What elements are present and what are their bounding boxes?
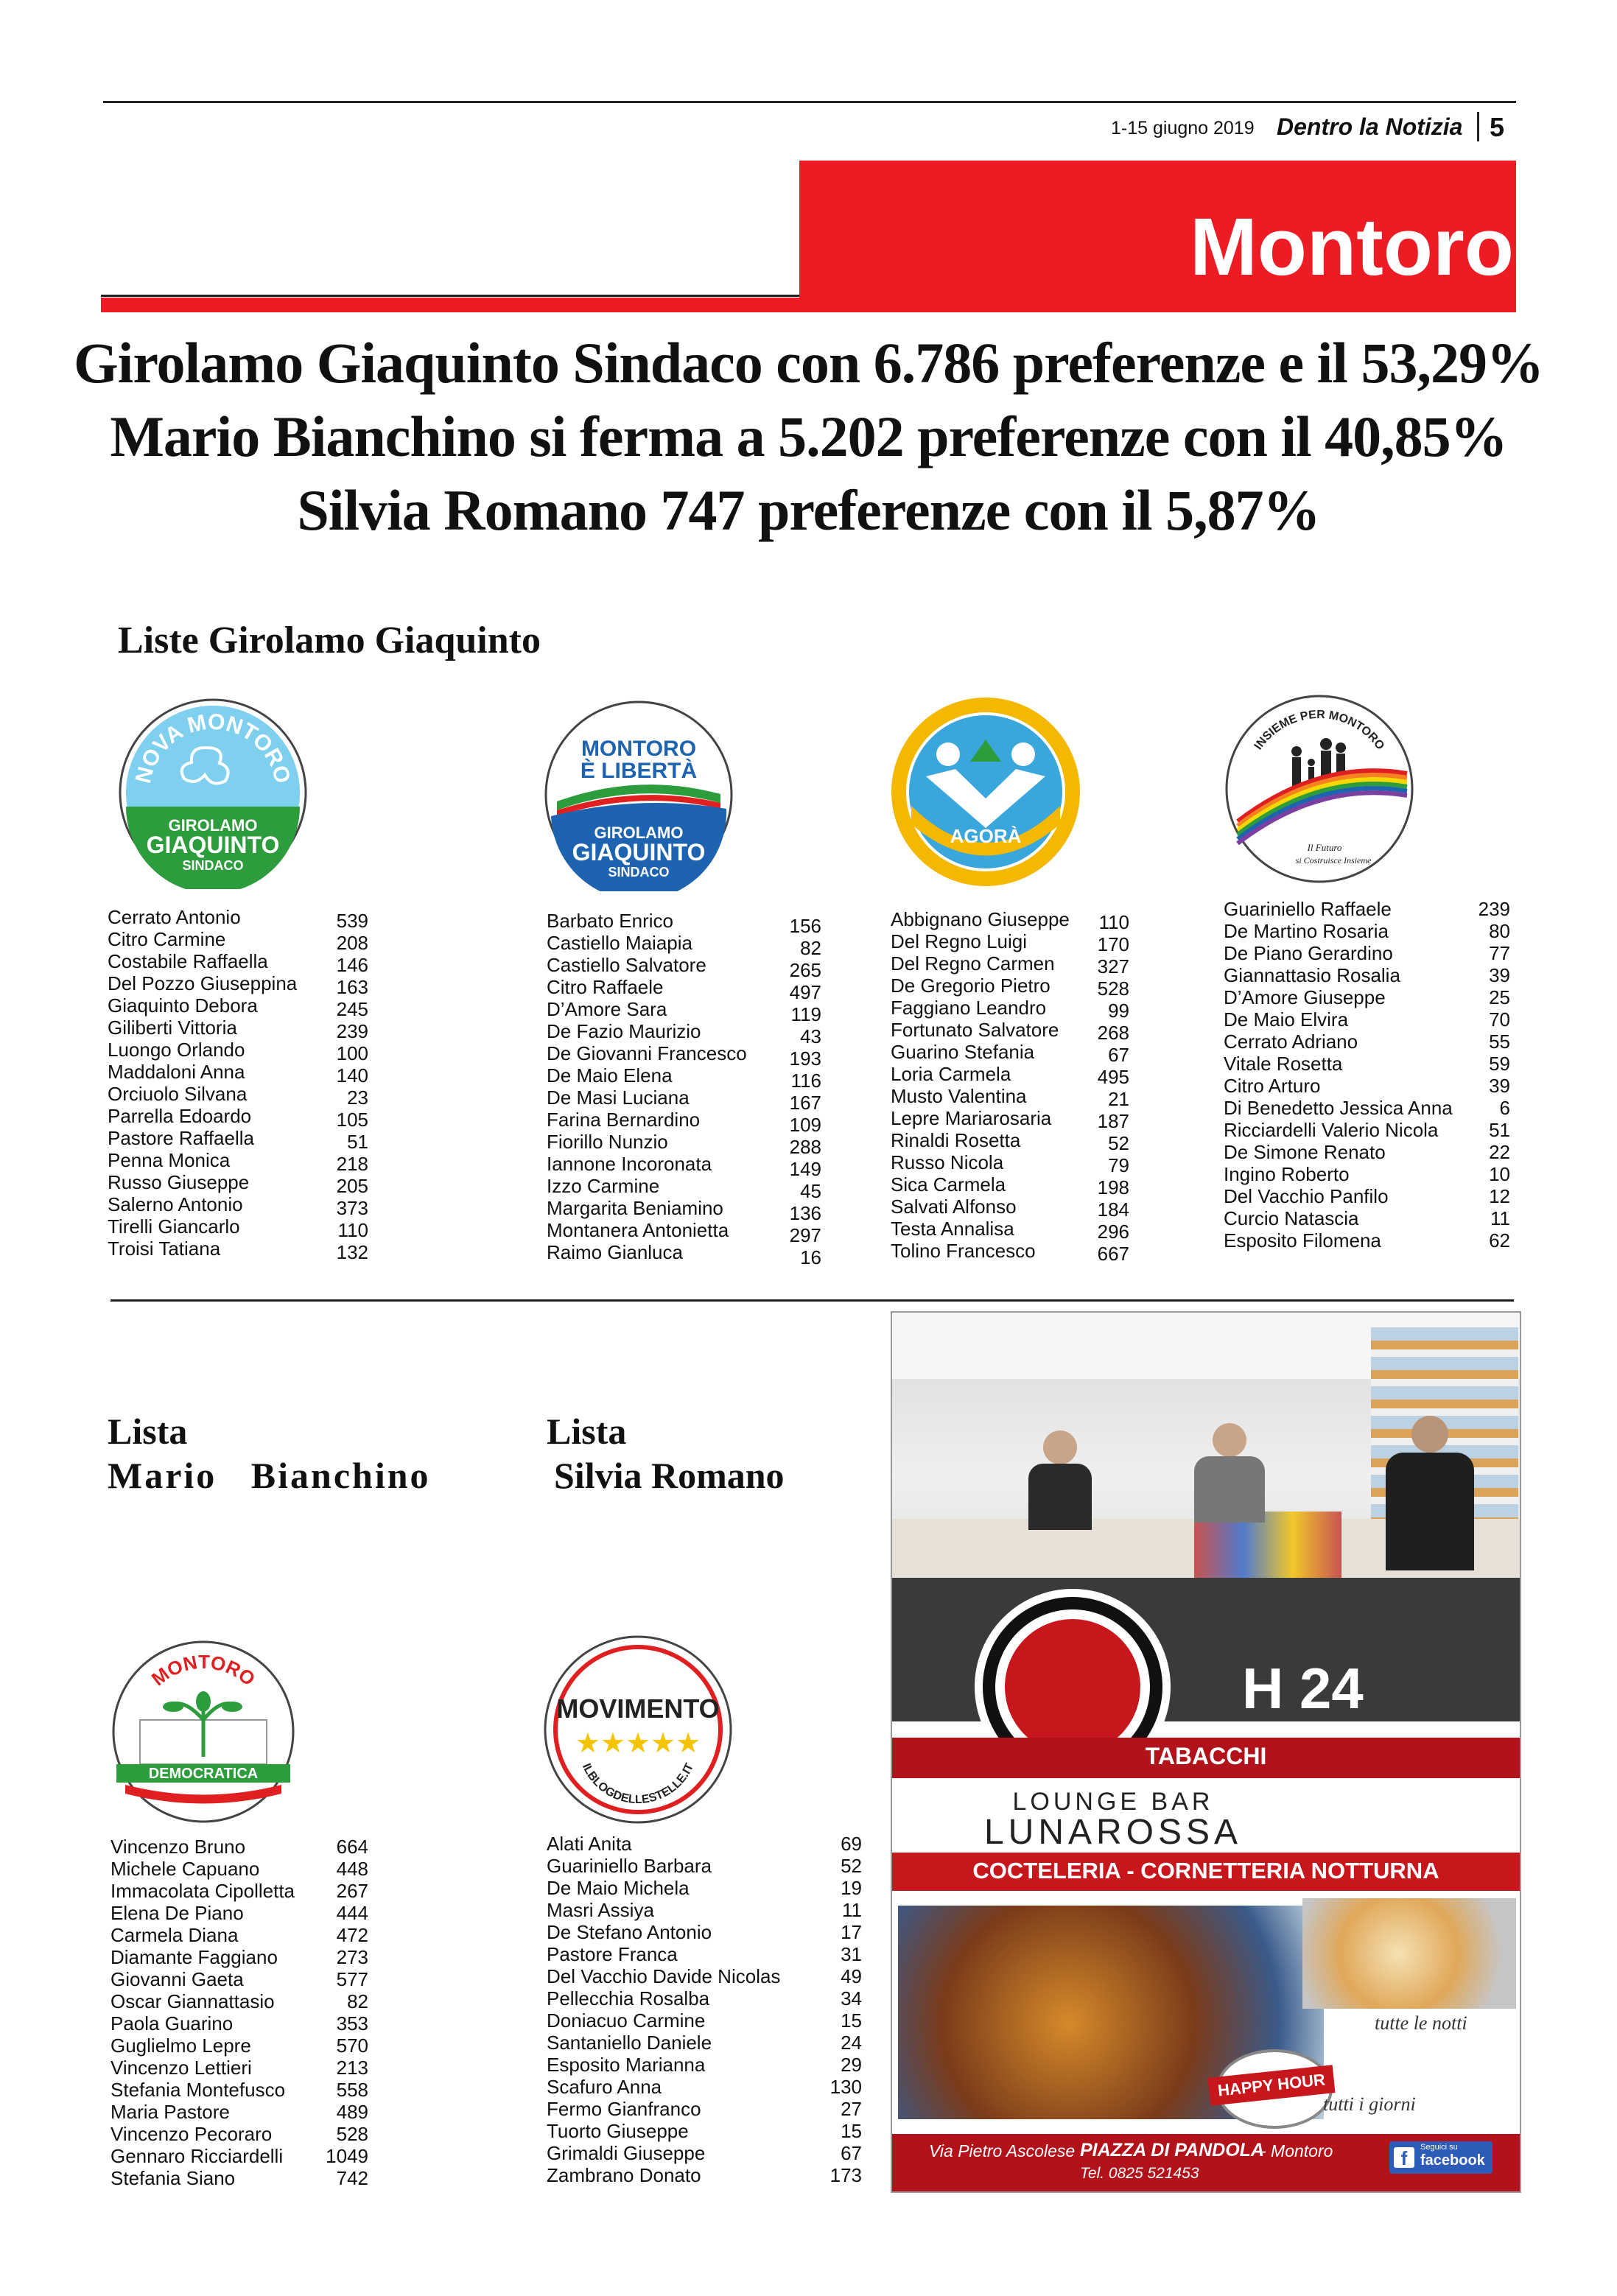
- candidate-votes: 156: [789, 915, 821, 937]
- candidate-name: De Maio Elvira: [1224, 1008, 1349, 1031]
- candidate-votes: 51: [1489, 1119, 1510, 1141]
- candidate-votes: 10: [1489, 1163, 1510, 1185]
- headline-1: Girolamo Giaquinto Sindaco con 6.786 preferenze e il 53,29%: [74, 331, 1543, 395]
- candidate-name: De Maio Elena: [547, 1064, 673, 1086]
- candidate-name: Pastore Franca: [547, 1943, 678, 1965]
- candidate-votes: 558: [336, 2079, 368, 2101]
- candidate-name: Immacolata Cipolletta: [111, 1880, 295, 1902]
- candidate-name: Carmela Diana: [111, 1924, 239, 1946]
- romano-title-line2: Silvia Romano: [554, 1455, 785, 1496]
- section-title: Montoro: [1190, 202, 1514, 292]
- lounge-bar-label: LOUNGE BAR: [1012, 1788, 1214, 1816]
- candidate-votes: 149: [789, 1158, 821, 1180]
- bianchino-votes: [317, 1836, 368, 2189]
- moon-red: [1005, 1619, 1140, 1755]
- svg-text:SINDACO: SINDACO: [182, 858, 244, 873]
- address-piazza: PIAZZA DI PANDOLA: [1080, 2140, 1264, 2160]
- svg-text:MONTORO: MONTORO: [580, 737, 697, 761]
- candidate-name: Salvati Alfonso: [891, 1196, 1017, 1218]
- candidate-votes: 664: [336, 1836, 368, 1858]
- candidate-votes: 193: [789, 1047, 821, 1070]
- header-divider: [1477, 112, 1479, 141]
- candidate-votes: 16: [800, 1246, 821, 1268]
- candidate-name: Stefania Montefusco: [111, 2079, 286, 2101]
- candidate-votes: 489: [336, 2101, 368, 2123]
- candidate-name: Santaniello Daniele: [547, 2032, 712, 2054]
- candidate-name: Tuorto Giuseppe: [547, 2120, 689, 2142]
- candidate-votes: 116: [790, 1070, 821, 1092]
- page-number: 5: [1490, 112, 1505, 142]
- list1-votes: [317, 910, 368, 1263]
- candidate-name: Fortunato Salvatore: [891, 1019, 1059, 1041]
- candidate-name: De Simone Renato: [1224, 1141, 1386, 1163]
- middle-rule: [111, 1299, 1514, 1302]
- romano-names: [547, 1833, 804, 2186]
- candidate-name: Alati Anita: [547, 1833, 632, 1855]
- svg-text:GIROLAMO: GIROLAMO: [168, 816, 258, 835]
- candidate-votes: 49: [841, 1965, 862, 1987]
- candidate-votes: 265: [789, 959, 821, 981]
- candidate-name: Paola Guarino: [111, 2012, 234, 2035]
- list3-votes: [1078, 911, 1129, 1265]
- svg-text:INSIEME PER MONTORO: INSIEME PER MONTORO: [1252, 708, 1387, 753]
- headline-3: Silvia Romano 747 preferenze con il 5,87%: [297, 478, 1320, 542]
- candidate-name: Salerno Antonio: [108, 1193, 243, 1215]
- candidate-votes: 495: [1097, 1066, 1129, 1088]
- candidate-name: Di Benedetto Jessica Anna: [1224, 1097, 1453, 1119]
- candidate-votes: 167: [789, 1092, 821, 1114]
- candidate-name: Oscar Giannattasio: [111, 1990, 275, 2012]
- candidate-votes: 34: [841, 1987, 862, 2009]
- candidate-votes: 109: [789, 1114, 821, 1136]
- candidate-name: Michele Capuano: [111, 1858, 260, 1880]
- candidate-name: Curcio Natascia: [1224, 1207, 1359, 1229]
- facebook-label: facebook: [1420, 2152, 1485, 2169]
- candidate-votes: 6: [1499, 1097, 1510, 1119]
- candidate-votes: 24: [841, 2032, 862, 2054]
- candidate-votes: 11: [1490, 1207, 1510, 1229]
- candidate-name: Del Pozzo Giuseppina: [108, 972, 298, 994]
- candidate-votes: 245: [336, 998, 368, 1020]
- romano-title-line1: Lista: [547, 1411, 627, 1452]
- candidate-name: Vincenzo Pecoraro: [111, 2123, 273, 2145]
- candidate-name: Masri Assiya: [547, 1899, 654, 1921]
- candidate-votes: 288: [789, 1136, 821, 1158]
- candidate-name: Grimaldi Giuseppe: [547, 2142, 706, 2164]
- candidate-votes: 55: [1489, 1031, 1510, 1053]
- candidate-name: Esposito Marianna: [547, 2054, 706, 2076]
- candidate-name: Pastore Raffaella: [108, 1127, 254, 1149]
- candidate-name: De Piano Gerardino: [1224, 942, 1393, 964]
- candidate-votes: 79: [1108, 1154, 1129, 1176]
- svg-text:SINDACO: SINDACO: [608, 865, 670, 880]
- candidate-votes: 472: [336, 1924, 368, 1946]
- candidate-name: Troisi Tatiana: [108, 1237, 221, 1260]
- candidate-votes: 140: [336, 1064, 368, 1086]
- candidate-votes: 52: [1108, 1132, 1129, 1154]
- candidate-votes: 1049: [326, 2145, 368, 2167]
- candidate-votes: 146: [336, 954, 368, 976]
- candidate-votes: 539: [336, 910, 368, 932]
- bianchino-title-line2: Mario Bianchino: [108, 1455, 431, 1496]
- candidate-votes: 296: [1097, 1221, 1129, 1243]
- candidate-votes: 110: [1098, 911, 1129, 933]
- candidate-votes: 67: [841, 2142, 862, 2164]
- candidate-name: Citro Raffaele: [547, 976, 664, 998]
- happy-hour-ribbon: HAPPY HOUR: [1207, 2065, 1335, 2106]
- candidate-votes: 21: [1108, 1088, 1129, 1110]
- candidate-name: Castiello Salvatore: [547, 954, 706, 976]
- candidate-name: Citro Carmine: [108, 928, 226, 950]
- candidate-votes: 69: [841, 1833, 862, 1855]
- bianchino-title-line1: Lista: [108, 1411, 188, 1452]
- movimento-5-stelle-logo: [541, 1633, 734, 1826]
- candidate-name: Guglielmo Lepre: [111, 2035, 251, 2057]
- insieme-per-montoro-logo: [1223, 692, 1416, 885]
- candidate-votes: 15: [841, 2120, 862, 2142]
- candidate-votes: 110: [337, 1219, 368, 1241]
- candidate-votes: 173: [829, 2164, 862, 2186]
- candidate-name: D’Amore Giuseppe: [1224, 986, 1386, 1008]
- candidate-votes: 667: [1097, 1243, 1129, 1265]
- facebook-badge[interactable]: [1389, 2141, 1493, 2174]
- candidate-votes: 11: [842, 1899, 862, 1921]
- svg-text:NOVA MONTORO: NOVA MONTORO: [130, 709, 295, 786]
- candidate-name: Del Regno Carmen: [891, 952, 1055, 975]
- candidate-votes: 59: [1489, 1053, 1510, 1075]
- candidate-name: Vitale Rosetta: [1224, 1053, 1343, 1075]
- top-rule: [103, 101, 1516, 103]
- candidate-votes: 29: [841, 2054, 862, 2076]
- candidate-votes: 528: [336, 2123, 368, 2145]
- candidate-votes: 23: [347, 1086, 368, 1109]
- candidate-votes: 163: [336, 976, 368, 998]
- candidate-name: Farina Bernardino: [547, 1109, 701, 1131]
- candidate-name: Vincenzo Lettieri: [111, 2057, 252, 2079]
- candidate-name: Diamante Faggiano: [111, 1946, 278, 1968]
- candidate-name: Cerrato Adriano: [1224, 1031, 1358, 1053]
- svg-text:DEMOCRATICA: DEMOCRATICA: [148, 1766, 259, 1782]
- list4-votes: [1459, 898, 1510, 1251]
- candidate-name: Fiorillo Nunzio: [547, 1131, 668, 1153]
- candidate-name: Maria Pastore: [111, 2101, 230, 2123]
- candidate-name: Izzo Carmine: [547, 1175, 660, 1197]
- lunarossa-name: LUNAROSSA: [983, 1813, 1243, 1852]
- candidate-votes: 187: [1097, 1110, 1129, 1132]
- telephone: Tel. 0825 521453: [1080, 2165, 1199, 2182]
- candidate-name: Tolino Francesco: [891, 1240, 1036, 1262]
- svg-text:GIAQUINTO: GIAQUINTO: [146, 832, 280, 858]
- candidate-name: Giannattasio Rosalia: [1224, 964, 1400, 986]
- candidate-name: Guariniello Raffaele: [1224, 898, 1392, 920]
- candidate-name: Guarino Stefania: [891, 1041, 1035, 1063]
- candidate-name: Scafuro Anna: [547, 2076, 662, 2098]
- candidate-name: De Martino Rosaria: [1224, 920, 1389, 942]
- candidate-votes: 184: [1097, 1198, 1129, 1221]
- candidate-name: Russo Nicola: [891, 1151, 1004, 1173]
- h24-label: H 24: [1242, 1656, 1364, 1721]
- candidate-name: Giovanni Gaeta: [111, 1968, 244, 1990]
- candidate-name: Barbato Enrico: [547, 910, 673, 932]
- candidate-name: Pellecchia Rosalba: [547, 1987, 710, 2009]
- list2-names: [547, 910, 775, 1263]
- candidate-votes: 22: [1489, 1141, 1510, 1163]
- candidate-name: De Fazio Maurizio: [547, 1020, 701, 1042]
- candidate-votes: 297: [789, 1224, 821, 1246]
- montoro-democratica-logo: [111, 1639, 296, 1825]
- candidate-name: Faggiano Leandro: [891, 997, 1047, 1019]
- candidate-name: De Giovanni Francesco: [547, 1042, 747, 1064]
- svg-text:ILBLOGDELLESTELLE.IT: ILBLOGDELLESTELLE.IT: [579, 1761, 697, 1807]
- candidate-votes: 497: [789, 981, 821, 1003]
- list2-votes: [770, 915, 821, 1268]
- cocteleria-label: COCTELERIA - CORNETTERIA NOTTURNA: [972, 1858, 1439, 1884]
- svg-text:Il Futuro: Il Futuro: [1307, 842, 1342, 853]
- section-underline: [101, 298, 801, 312]
- candidate-name: Margarita Beniamino: [547, 1197, 723, 1219]
- candidate-votes: 218: [336, 1153, 368, 1175]
- candidate-name: Ricciardelli Valerio Nicola: [1224, 1119, 1439, 1141]
- candidate-votes: 528: [1097, 977, 1129, 1000]
- svg-text:MONTORO: MONTORO: [147, 1650, 260, 1691]
- candidate-name: Raimo Gianluca: [547, 1241, 683, 1263]
- candidate-votes: 119: [790, 1003, 821, 1025]
- candidate-name: Rinaldi Rosetta: [891, 1129, 1021, 1151]
- candidate-votes: 100: [336, 1042, 368, 1064]
- candidate-name: Lepre Mariarosaria: [891, 1107, 1052, 1129]
- candidate-votes: 80: [1489, 920, 1510, 942]
- candidate-name: Luongo Orlando: [108, 1039, 245, 1061]
- candidate-votes: 267: [336, 1880, 368, 1902]
- romano-votes: [810, 1833, 862, 2186]
- candidate-votes: 742: [336, 2167, 368, 2189]
- agora-logo: [889, 695, 1082, 888]
- candidate-name: Elena De Piano: [111, 1902, 244, 1924]
- candidate-votes: 239: [336, 1020, 368, 1042]
- candidate-votes: 39: [1489, 1075, 1510, 1097]
- nova-montoro-logo: [116, 696, 309, 889]
- section-black-rule: [101, 295, 799, 297]
- candidate-name: Musto Valentina: [891, 1085, 1027, 1107]
- candidate-name: Giaquinto Debora: [108, 994, 258, 1017]
- candidate-votes: 105: [336, 1109, 368, 1131]
- candidate-votes: 77: [1489, 942, 1510, 964]
- tutti-i-giorni: tutti i giorni: [1323, 2093, 1416, 2115]
- candidate-name: Penna Monica: [108, 1149, 231, 1171]
- candidate-votes: 327: [1097, 955, 1129, 977]
- candidate-votes: 208: [336, 932, 368, 954]
- candidate-votes: 268: [1097, 1022, 1129, 1044]
- candidate-votes: 15: [841, 2009, 862, 2032]
- candidate-votes: 577: [336, 1968, 368, 1990]
- facebook-icon: f: [1394, 2147, 1414, 2168]
- candidate-votes: 31: [841, 1943, 862, 1965]
- candidate-votes: 12: [1489, 1185, 1510, 1207]
- svg-text:GIROLAMO: GIROLAMO: [594, 824, 684, 842]
- candidate-votes: 448: [336, 1858, 368, 1880]
- giaquinto-lists-title: Liste Girolamo Giaquinto: [118, 619, 541, 661]
- candidate-name: Del Vacchio Panfilo: [1224, 1185, 1389, 1207]
- list4-names: [1224, 898, 1481, 1251]
- list1-names: [108, 906, 329, 1260]
- candidate-votes: 130: [829, 2076, 862, 2098]
- svg-text:È LIBERTÀ: È LIBERTÀ: [580, 759, 698, 783]
- candidate-votes: 82: [800, 937, 821, 959]
- candidate-name: Zambrano Donato: [547, 2164, 701, 2186]
- candidate-name: Loria Carmela: [891, 1063, 1011, 1085]
- address-city: - Montoro: [1260, 2141, 1333, 2160]
- candidate-name: Doniacuo Carmine: [547, 2009, 706, 2032]
- svg-text:MOVIMENTO: MOVIMENTO: [556, 1693, 720, 1724]
- candidate-name: Abbignano Giuseppe: [891, 908, 1070, 930]
- candidate-name: Parrella Edoardo: [108, 1105, 252, 1127]
- candidate-votes: 273: [336, 1946, 368, 1968]
- publication-name: Dentro la Notizia: [1277, 113, 1463, 140]
- candidate-name: De Stefano Antonio: [547, 1921, 712, 1943]
- svg-text:GIAQUINTO: GIAQUINTO: [572, 839, 706, 866]
- candidate-name: Stefania Siano: [111, 2167, 236, 2189]
- bianchino-names: [111, 1836, 332, 2189]
- candidate-votes: 213: [336, 2057, 368, 2079]
- candidate-name: Del Regno Luigi: [891, 930, 1028, 952]
- candidate-name: Giliberti Vittoria: [108, 1017, 237, 1039]
- candidate-name: Citro Arturo: [1224, 1075, 1321, 1097]
- candidate-name: Russo Giuseppe: [108, 1171, 250, 1193]
- candidate-votes: 136: [789, 1202, 821, 1224]
- candidate-votes: 444: [336, 1902, 368, 1924]
- candidate-name: De Maio Michela: [547, 1877, 690, 1899]
- tutte-le-notti: tutte le notti: [1375, 2012, 1467, 2034]
- svg-text:★★★★★: ★★★★★: [575, 1727, 701, 1759]
- candidate-votes: 205: [336, 1175, 368, 1197]
- candidate-votes: 570: [336, 2035, 368, 2057]
- svg-text:si Costruisce Insieme: si Costruisce Insieme: [1295, 855, 1372, 866]
- montoro-e-liberta-logo: [542, 698, 735, 891]
- candidate-votes: 132: [336, 1241, 368, 1263]
- candidate-votes: 19: [841, 1877, 862, 1899]
- candidate-votes: 373: [336, 1197, 368, 1219]
- candidate-votes: 99: [1108, 1000, 1129, 1022]
- svg-text:AGORÀ: AGORÀ: [950, 825, 1022, 847]
- candidate-name: Vincenzo Bruno: [111, 1836, 246, 1858]
- candidate-votes: 353: [336, 2012, 368, 2035]
- headline-2: Mario Bianchino si ferma a 5.202 preferenze con il 40,85%: [110, 404, 1507, 468]
- candidate-name: Esposito Filomena: [1224, 1229, 1381, 1251]
- candidate-votes: 45: [800, 1180, 821, 1202]
- address-street: Via Pietro Ascolese: [929, 2141, 1076, 2160]
- candidate-votes: 239: [1478, 898, 1510, 920]
- candidate-votes: 17: [841, 1921, 862, 1943]
- candidate-votes: 198: [1097, 1176, 1129, 1198]
- candidate-votes: 82: [347, 1990, 368, 2012]
- candidate-votes: 39: [1489, 964, 1510, 986]
- candidate-votes: 43: [800, 1025, 821, 1047]
- candidate-votes: 170: [1097, 933, 1129, 955]
- tabacchi-label: TABACCHI: [1145, 1743, 1267, 1769]
- candidate-name: Maddaloni Anna: [108, 1061, 245, 1083]
- candidate-name: Guariniello Barbara: [547, 1855, 712, 1877]
- candidate-name: Gennaro Ricciardelli: [111, 2145, 284, 2167]
- candidate-votes: 52: [841, 1855, 862, 1877]
- candidate-name: Costabile Raffaella: [108, 950, 268, 972]
- candidate-name: Sica Carmela: [891, 1173, 1006, 1196]
- candidate-votes: 27: [841, 2098, 862, 2120]
- candidate-votes: 62: [1489, 1229, 1510, 1251]
- candidate-name: Castiello Maiapia: [547, 932, 692, 954]
- candidate-name: Del Vacchio Davide Nicolas: [547, 1965, 781, 1987]
- croissant-photo: [1302, 1898, 1516, 2009]
- candidate-name: D’Amore Sara: [547, 998, 667, 1020]
- candidate-name: Ingino Roberto: [1224, 1163, 1350, 1185]
- candidate-votes: 67: [1108, 1044, 1129, 1066]
- candidate-name: Tirelli Giancarlo: [108, 1215, 240, 1237]
- candidate-name: De Masi Luciana: [547, 1086, 690, 1109]
- list3-names: [891, 908, 1097, 1262]
- candidate-votes: 25: [1489, 986, 1510, 1008]
- candidate-votes: 51: [347, 1131, 368, 1153]
- lunarossa-advertisement: [891, 1311, 1521, 2193]
- candidate-name: Iannone Incoronata: [547, 1153, 712, 1175]
- candidate-name: Montanera Antonietta: [547, 1219, 729, 1241]
- candidate-name: De Gregorio Pietro: [891, 975, 1050, 997]
- candidate-name: Fermo Gianfranco: [547, 2098, 701, 2120]
- candidate-name: Testa Annalisa: [891, 1218, 1014, 1240]
- facebook-follow-label: Seguici su: [1420, 2143, 1458, 2152]
- candidate-name: Cerrato Antonio: [108, 906, 241, 928]
- issue-date: 1-15 giugno 2019: [1111, 118, 1255, 138]
- candidate-votes: 70: [1489, 1008, 1510, 1031]
- candidate-name: Orciuolo Silvana: [108, 1083, 248, 1105]
